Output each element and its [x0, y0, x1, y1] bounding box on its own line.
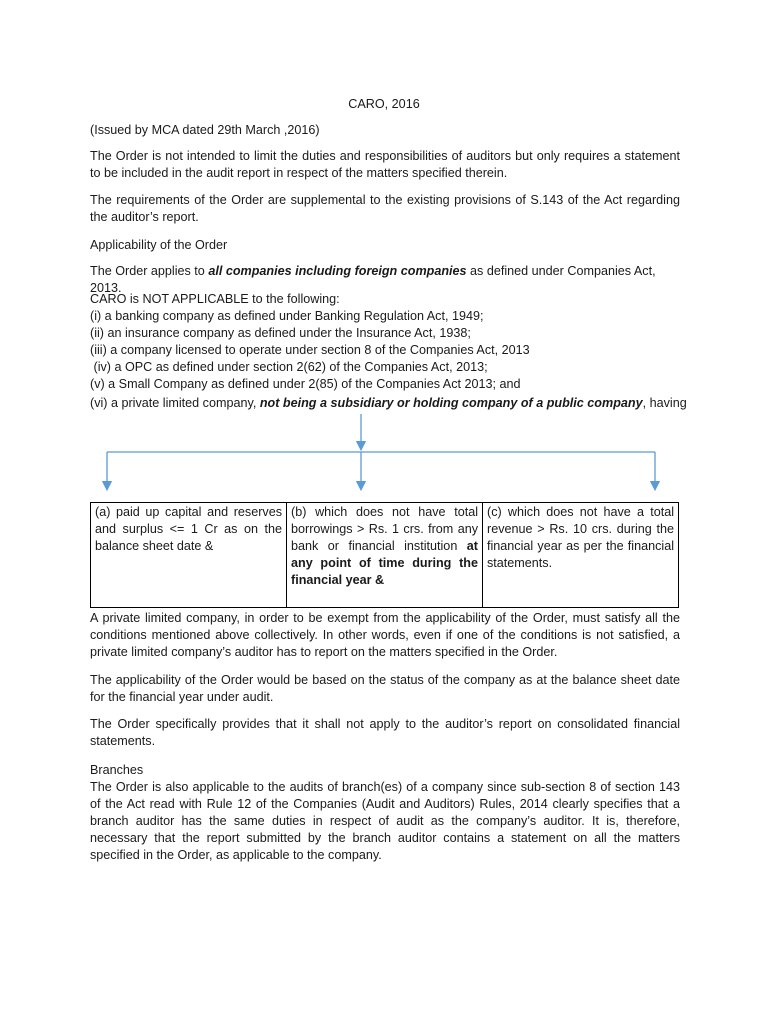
exclusion-item: (i) a banking company as defined under Banking Regulation Act, 1949;	[90, 309, 484, 323]
branches-heading: Branches	[90, 763, 144, 777]
condition-a-cell: (a) paid up capital and reserves and surplus <= 1 Cr as on the balance sheet date &	[91, 503, 287, 608]
condition-b-bold: at any point of time during the financial year &	[291, 539, 478, 587]
exclusion-item: (v) a Small Company as defined under 2(85) of the Companies Act 2013; and	[90, 377, 521, 391]
exclusion-item: (iv) a OPC as defined under section 2(62) of the Companies Act, 2013;	[90, 360, 488, 374]
exclusion-vi-post: , having	[642, 396, 687, 410]
condition-c-cell: (c) which does not have a total revenue > Rs. 10 crs. during the financial year as per the financial statements.	[483, 503, 679, 608]
not-applicable-heading: CARO is NOT APPLICABLE to the following:	[90, 292, 340, 306]
condition-b-text: (b) which does not have total borrowings > Rs. 1 crs. from any bank or financial institution	[291, 505, 478, 553]
exclusion-item-vi	[90, 395, 687, 412]
exclusion-item: (iii) a company licensed to operate under section 8 of the Companies Act, 2013	[90, 343, 530, 357]
conditions-table	[90, 502, 679, 608]
applies-pre: The Order applies to	[90, 264, 209, 278]
issued-note: (Issued by MCA dated 29th March ,2016)	[90, 123, 320, 137]
exclusion-vi-pre: (vi) a private limited company,	[90, 396, 260, 410]
intro-paragraph-1: The Order is not intended to limit the duties and responsibilities of auditors but only requires a statement to be included in the audit report in respect of the matters specified therein.	[90, 149, 680, 180]
status-paragraph: The applicability of the Order would be based on the status of the company as at the balance sheet date for the financial year under audit.	[90, 673, 680, 704]
branches-paragraph: The Order is also applicable to the audits of branch(es) of a company since sub-section 8 of section 143 of the Act read with Rule 12 of the Companies (Audit and Auditors) Rules, 2014 clearly specifies that a branch auditor has the same duties in respect of audit as the company’s auditor. It is, therefore, necessary that the report submitted by the branch auditor contains a statement on all the matters specified in the Order, as applicable to the company.	[90, 780, 680, 862]
consolidated-paragraph: The Order specifically provides that it shall not apply to the auditor’s report on consolidated financial statements.	[90, 717, 680, 748]
exclusion-item: (ii) an insurance company as defined under the Insurance Act, 1938;	[90, 326, 471, 340]
intro-paragraph-2: The requirements of the Order are supplemental to the existing provisions of S.143 of the Act regarding the auditor’s report.	[90, 193, 680, 224]
exclusion-vi-emphasis: not being a subsidiary or holding company of a public company	[259, 396, 643, 410]
applies-emphasis: all companies including foreign companies	[208, 264, 467, 278]
applies-post: as defined under Companies Act, 2013.	[90, 264, 656, 295]
document-title: CARO, 2016	[348, 97, 420, 111]
applicability-heading: Applicability of the Order	[90, 238, 228, 252]
condition-b-cell	[287, 503, 483, 608]
exempt-paragraph: A private limited company, in order to be exempt from the applicability of the Order, must satisfy all the conditions mentioned above collectively. In other words, even if one of the conditions is not satisfied, a private limited company’s auditor has to report on the matters specified in the Order.	[90, 611, 680, 659]
